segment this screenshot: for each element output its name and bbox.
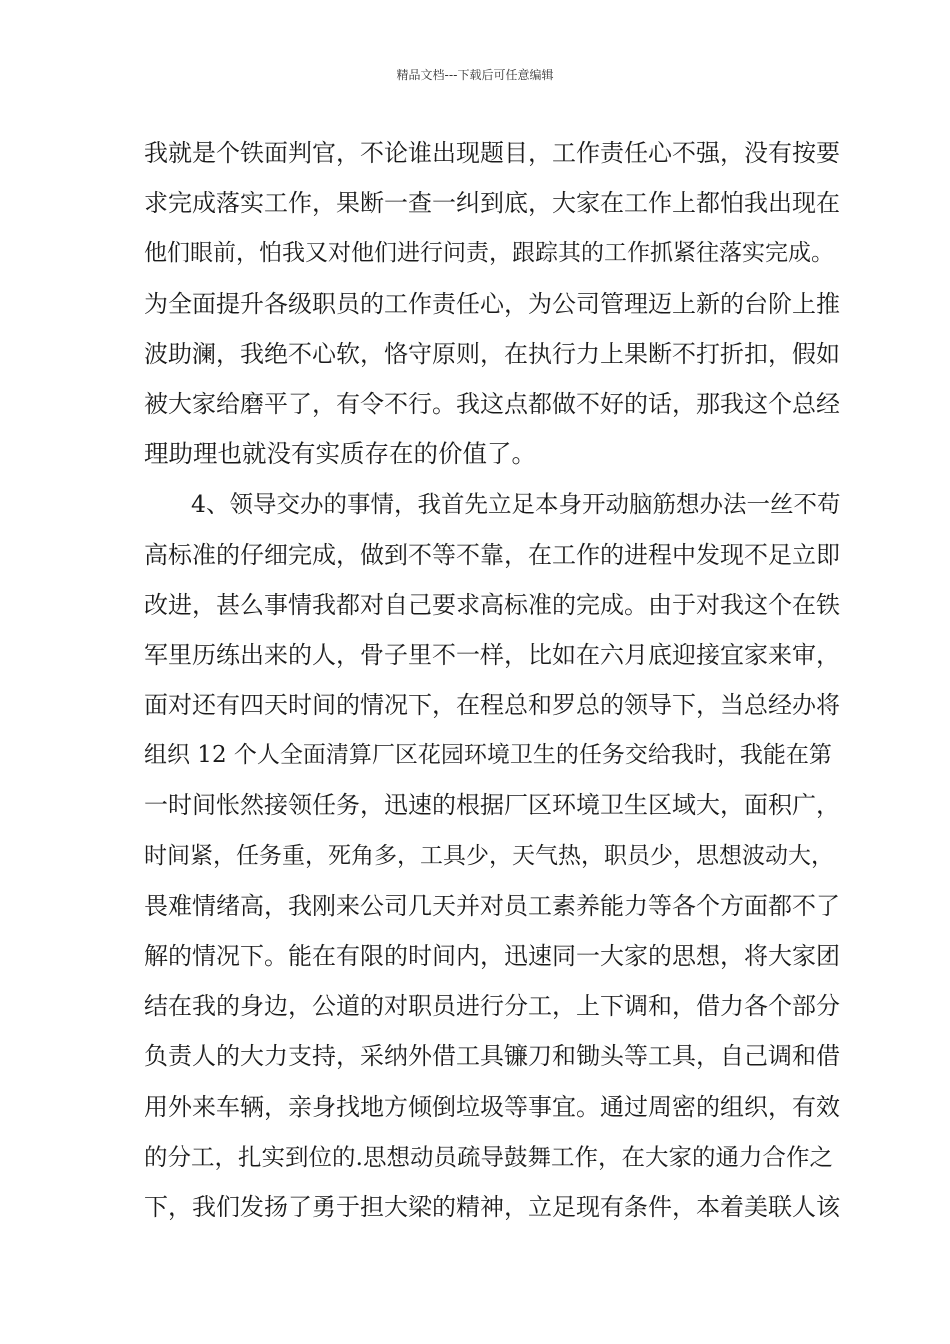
- page-header: 精品文档---下载后可任意编辑: [396, 68, 554, 82]
- text-line: 为全面提升各级职员的工作责任心，为公司管理迈上新的台阶上推: [144, 289, 840, 318]
- text-line: 一时间怅然接领任务，迅速的根据厂区环境卫生区域大，面积广，: [144, 791, 840, 820]
- text-line: 结在我的身边，公道的对职员进行分工，上下调和，借力各个部分: [144, 992, 840, 1021]
- text-line: 理助理也就没有实质存在的价值了。: [144, 439, 536, 469]
- text-line: 我就是个铁面判官，不论谁出现题目，工作责任心不强，没有按要: [144, 139, 840, 167]
- document-body: [144, 135, 841, 1239]
- text-line: 军里历练出来的人，骨子里不一样，比如在六月底迎接宜家来审，: [144, 640, 840, 669]
- text-line: 4、领导交办的事情，我首先立足本身开动脑筋想办法一丝不苟: [144, 490, 841, 519]
- text-line: 高标准的仔细完成，做到不等不靠，在工作的进程中发现不足立即: [144, 540, 840, 569]
- text-line: 被大家给磨平了，有令不行。我这点都做不好的话，那我这个总经: [144, 389, 840, 418]
- text-line: 负责人的大力支持，采纳外借工具镰刀和锄头等工具，自己调和借: [144, 1042, 840, 1071]
- text-line: 求完成落实工作，果断一查一纠到底，大家在工作上都怕我出现在: [144, 189, 840, 218]
- text-line: 解的情况下。能在有限的时间内，迅速同一大家的思想，将大家团: [144, 942, 840, 970]
- text-line: 的分工，扎实到位的.思想动员疏导鼓舞工作，在大家的通力合作之: [144, 1142, 833, 1171]
- text-line: 改进，甚么事情我都对自己要求高标准的完成。由于对我这个在铁: [144, 590, 840, 619]
- text-line: 时间紧，任务重，死角多，工具少，天气热，职员少，思想波动大，: [144, 842, 834, 869]
- text-line: 面对还有四天时间的情况下，在程总和罗总的领导下，当总经办将: [144, 691, 840, 720]
- text-line: 下，我们发扬了勇于担大梁的精神，立足现有条件，本着美联人该: [144, 1192, 840, 1221]
- text-line: 组织 12 个人全面清算厂区花园环境卫生的任务交给我时，我能在第: [144, 742, 832, 769]
- text-line: 畏难情绪高，我刚来公司几天并对员工素养能力等各个方面都不了: [144, 891, 840, 920]
- text-line: 用外来车辆，亲身找地方倾倒垃圾等事宜。通过周密的组织，有效: [144, 1092, 840, 1121]
- text-line: 波助澜，我绝不心软，恪守原则，在执行力上果断不打折扣，假如: [144, 339, 840, 368]
- text-line: 他们眼前，怕我又对他们进行问责，跟踪其的工作抓紧往落实完成。: [144, 240, 834, 267]
